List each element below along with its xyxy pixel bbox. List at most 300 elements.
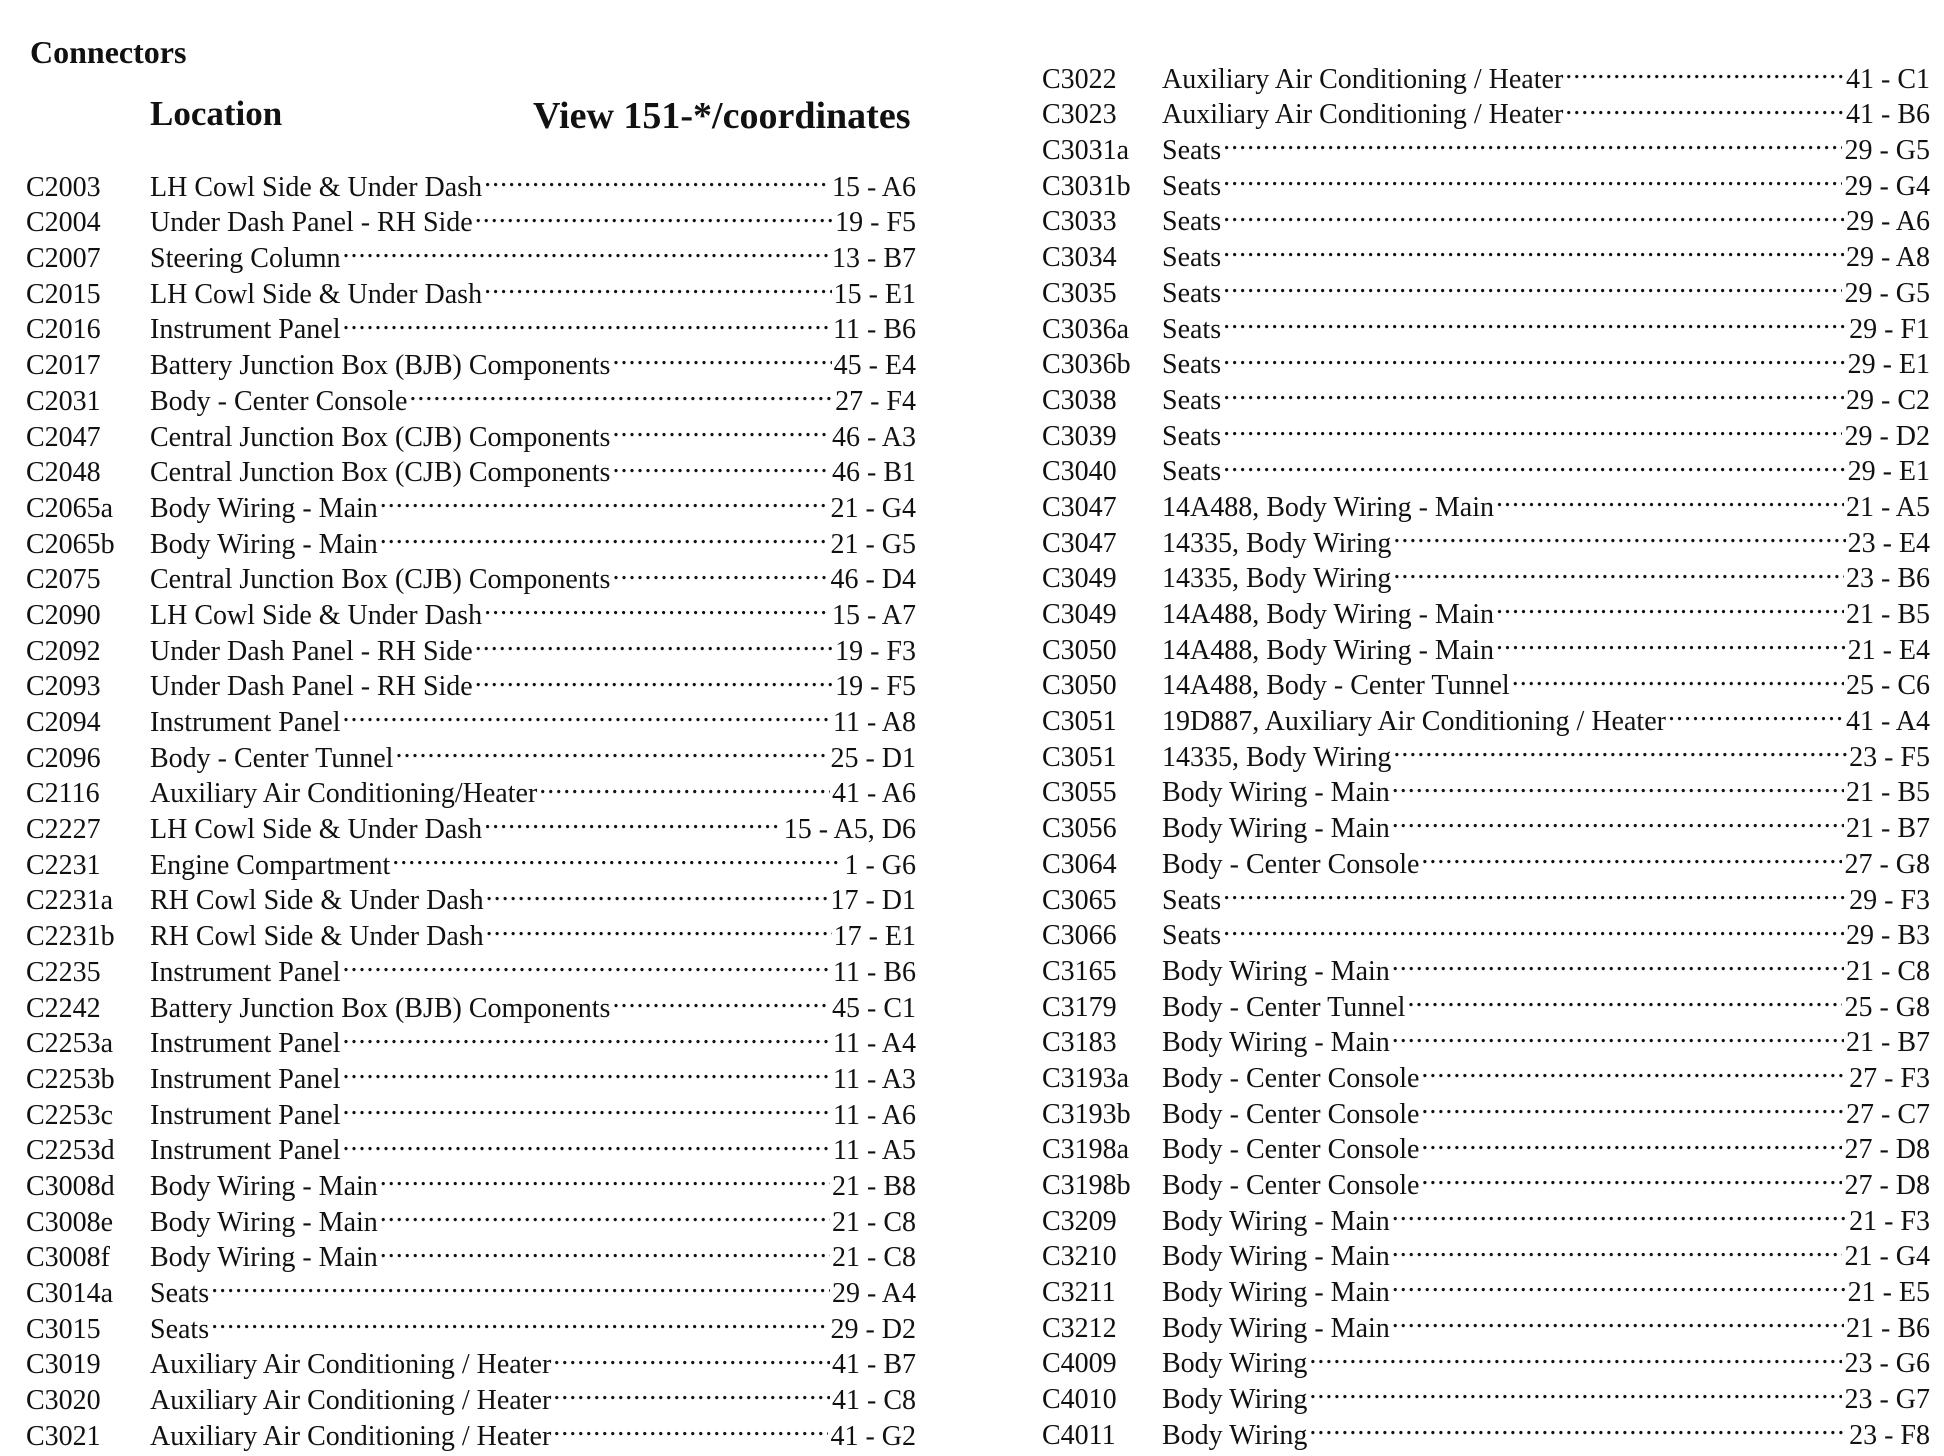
connector-location: Auxiliary Air Conditioning / Heater	[1162, 63, 1564, 95]
connector-location: Instrument Panel	[150, 314, 341, 346]
connector-location: Auxiliary Air Conditioning / Heater	[1162, 99, 1564, 131]
connector-location: 14A488, Body Wiring - Main	[1162, 634, 1495, 666]
dot-leader	[612, 410, 830, 446]
dot-leader	[343, 1088, 832, 1124]
connector-location: Instrument Panel	[150, 1135, 341, 1167]
dot-leader	[1392, 1265, 1846, 1301]
dot-leader	[484, 802, 782, 838]
dot-leader	[553, 1409, 828, 1445]
connector-location: Body Wiring - Main	[1162, 813, 1390, 845]
connector-view-reference: 17 - E1	[833, 921, 916, 953]
connector-location: Auxiliary Air Conditioning/Heater	[150, 778, 538, 810]
connector-code: C3183	[1042, 1027, 1117, 1059]
dot-leader	[1407, 980, 1842, 1016]
connector-view-reference: 23 - G6	[1844, 1348, 1930, 1380]
dot-leader	[1223, 302, 1847, 338]
connector-view-reference: 27 - G8	[1844, 848, 1930, 880]
connector-code: C2065b	[26, 528, 115, 560]
dot-leader	[1392, 1194, 1847, 1230]
connector-code: C3210	[1042, 1241, 1117, 1273]
connector-code: C3179	[1042, 991, 1117, 1023]
connector-location: Body - Center Tunnel	[1162, 991, 1406, 1023]
connector-view-reference: 29 - B3	[1846, 920, 1930, 952]
connector-code: C3211	[1042, 1277, 1116, 1309]
connector-code: C3198b	[1042, 1170, 1131, 1201]
connector-code: C2116	[26, 778, 100, 810]
connector-code: C2231a	[26, 885, 114, 917]
connector-row	[1042, 52, 1930, 95]
dot-leader	[475, 660, 833, 696]
connector-code: C3008e	[26, 1206, 114, 1238]
connector-location: 14335, Body Wiring	[1162, 527, 1392, 559]
connector-location: Engine Compartment	[150, 849, 391, 881]
connector-view-reference: 45 - E4	[833, 350, 916, 382]
connector-view-reference: 11 - A8	[833, 707, 916, 738]
connector-view-reference: 27 - C7	[1846, 1098, 1930, 1130]
connector-location: Central Junction Box (CJB) Components	[150, 564, 611, 596]
connector-location: Seats	[1162, 206, 1222, 238]
connector-code: C3022	[1042, 63, 1117, 95]
connector-view-reference: 29 - F1	[1849, 313, 1930, 345]
connector-location: Under Dash Panel - RH Side	[150, 635, 473, 667]
connector-view-reference: 29 - A4	[832, 1278, 916, 1309]
connector-code: C3019	[26, 1349, 101, 1381]
connector-location: Body - Center Console	[1162, 1170, 1420, 1201]
dot-leader	[1392, 1230, 1843, 1266]
connector-code: C3198a	[1042, 1134, 1130, 1166]
connector-location: Battery Junction Box (BJB) Components	[150, 992, 611, 1024]
dot-leader	[1223, 195, 1844, 231]
connector-code: C3035	[1042, 277, 1117, 309]
connector-location: Body Wiring - Main	[1162, 1277, 1390, 1309]
connector-view-reference: 23 - E4	[1847, 527, 1930, 559]
connector-view-reference: 29 - A6	[1846, 206, 1930, 238]
connector-location: Body - Center Console	[1162, 1134, 1420, 1166]
connector-location: Battery Junction Box (BJB) Components	[150, 350, 611, 382]
connector-view-reference: 13 - B7	[832, 243, 916, 275]
connector-location: Body Wiring - Main	[150, 1242, 378, 1274]
connector-view-reference: 29 - G5	[1844, 277, 1930, 309]
connector-location: Body - Center Console	[1162, 1098, 1420, 1130]
dot-leader	[1393, 730, 1847, 766]
dot-leader	[211, 1266, 830, 1302]
connector-view-reference: 1 - G6	[844, 849, 916, 881]
connector-code: C2016	[26, 314, 101, 346]
connector-location: Seats	[150, 1313, 210, 1345]
connector-code: C3047	[1042, 527, 1117, 559]
location-column-header: Location	[150, 94, 283, 133]
dot-leader	[1392, 944, 1844, 980]
connector-code: C3038	[1042, 384, 1117, 416]
connector-code: C3023	[1042, 99, 1117, 131]
connector-location: Body Wiring	[1162, 1419, 1308, 1451]
connector-view-reference: 21 - G4	[1844, 1241, 1930, 1273]
connector-location: 19D887, Auxiliary Air Conditioning / Heater	[1162, 706, 1666, 738]
connector-view-reference: 21 - C8	[832, 1206, 916, 1238]
connector-location: Seats	[1162, 135, 1222, 167]
dot-leader	[475, 624, 833, 660]
connector-code: C3036b	[1042, 349, 1131, 381]
connector-code: C4011	[1042, 1419, 1116, 1451]
connector-code: C2227	[26, 814, 101, 846]
connector-code: C2003	[26, 171, 101, 203]
dot-leader	[539, 767, 830, 803]
connector-location: Seats	[1162, 170, 1222, 202]
connector-location: Central Junction Box (CJB) Components	[150, 421, 611, 453]
connector-location: Instrument Panel	[150, 707, 341, 738]
connector-code: C2253a	[26, 1028, 114, 1060]
connector-location: Body - Center Tunnel	[150, 742, 394, 774]
connector-code: C3020	[26, 1385, 101, 1417]
connector-view-reference: 27 - F4	[835, 385, 916, 417]
connector-code: C3193b	[1042, 1098, 1131, 1130]
dot-leader	[1668, 694, 1844, 730]
connector-view-reference: 29 - D2	[1844, 420, 1930, 452]
dot-leader	[475, 196, 833, 232]
connector-view-reference: 11 - B6	[833, 314, 916, 346]
dot-leader	[343, 303, 832, 339]
dot-leader	[1309, 1337, 1842, 1373]
connector-view-reference: 29 - D2	[830, 1313, 916, 1345]
connector-location: RH Cowl Side & Under Dash	[150, 885, 484, 917]
connector-view-reference: 15 - A7	[832, 599, 916, 631]
connector-view-reference: 21 - C8	[1846, 955, 1930, 987]
connector-code: C3209	[1042, 1205, 1117, 1237]
connector-view-reference: 46 - D4	[830, 564, 916, 596]
connector-view-reference: 41 - B7	[832, 1349, 916, 1381]
dot-leader	[343, 1124, 832, 1160]
connector-location: Seats	[1162, 242, 1222, 274]
connector-view-reference: 21 - E4	[1847, 634, 1930, 666]
connector-view-reference: 23 - B6	[1846, 563, 1930, 595]
connector-view-reference: 41 - B6	[1846, 99, 1930, 131]
connector-location: Body Wiring - Main	[1162, 777, 1390, 809]
connector-view-reference: 27 - D8	[1844, 1134, 1930, 1166]
connector-location: RH Cowl Side & Under Dash	[150, 921, 484, 953]
connector-view-reference: 23 - G7	[1844, 1384, 1930, 1416]
dot-leader	[380, 1231, 830, 1267]
connector-location: Seats	[1162, 456, 1222, 488]
connector-location: LH Cowl Side & Under Dash	[150, 171, 483, 203]
connector-location: LH Cowl Side & Under Dash	[150, 814, 483, 846]
dot-leader	[486, 874, 829, 910]
connector-view-reference: 27 - F3	[1849, 1062, 1930, 1094]
connector-view-reference: 15 - A5, D6	[783, 814, 916, 846]
connector-view-reference: 41 - C1	[1846, 63, 1930, 95]
dot-leader	[1393, 552, 1844, 588]
connector-location: Seats	[1162, 420, 1222, 452]
connector-view-reference: 21 - B7	[1846, 813, 1930, 845]
connector-code: C2253b	[26, 1063, 115, 1095]
connector-view-reference: 41 - A4	[1846, 706, 1930, 738]
connector-code: C2047	[26, 421, 101, 453]
connector-view-reference: 46 - B1	[832, 457, 916, 489]
connector-code: C3056	[1042, 813, 1117, 845]
dot-leader	[211, 1302, 828, 1338]
connector-view-reference: 21 - G5	[830, 528, 916, 560]
connector-code: C2231b	[26, 921, 115, 953]
connector-view-reference: 17 - D1	[830, 885, 916, 917]
connector-location: Steering Column	[150, 243, 341, 275]
connector-location: Body Wiring	[1162, 1384, 1308, 1416]
connector-view-reference: 29 - G4	[1844, 170, 1930, 202]
dot-leader	[612, 981, 830, 1017]
connector-view-reference: 21 - B7	[1846, 1027, 1930, 1059]
connector-code: C2231	[26, 849, 101, 881]
connector-location: Body Wiring - Main	[1162, 1205, 1390, 1237]
connector-view-reference: 21 - E5	[1847, 1277, 1930, 1309]
connector-code: C3008d	[26, 1170, 115, 1202]
connector-location: Instrument Panel	[150, 1063, 341, 1095]
dot-leader	[553, 1338, 830, 1374]
connector-view-reference: 21 - G4	[830, 492, 916, 524]
dot-leader	[1223, 123, 1842, 159]
connector-location: Auxiliary Air Conditioning / Heater	[150, 1385, 552, 1417]
connector-code: C3212	[1042, 1312, 1117, 1344]
page-title: Connectors	[30, 34, 187, 70]
dot-leader	[1223, 409, 1842, 445]
connector-code: C3021	[26, 1420, 101, 1452]
dot-leader	[1496, 623, 1846, 659]
connector-location: Body Wiring - Main	[150, 1206, 378, 1238]
connector-code: C3049	[1042, 599, 1117, 630]
connector-code: C3047	[1042, 491, 1117, 523]
dot-leader	[343, 695, 832, 731]
connector-code: C2092	[26, 635, 101, 667]
dot-leader	[1393, 516, 1845, 552]
connector-view-reference: 11 - B6	[833, 956, 916, 988]
connector-location: 14A488, Body Wiring - Main	[1162, 599, 1495, 630]
dot-leader	[380, 481, 829, 517]
dot-leader	[1421, 1123, 1842, 1159]
connector-location: Seats	[150, 1278, 210, 1309]
connector-location: Body Wiring - Main	[1162, 1312, 1390, 1344]
connector-code: C3064	[1042, 848, 1117, 880]
dot-leader	[553, 1373, 830, 1409]
connector-location: Body Wiring - Main	[150, 492, 378, 524]
connector-code: C3050	[1042, 634, 1117, 666]
connector-code: C2242	[26, 992, 101, 1024]
dot-leader	[1496, 587, 1844, 623]
dot-leader	[612, 553, 828, 589]
dot-leader	[343, 231, 830, 267]
connector-code: C2235	[26, 956, 101, 988]
connector-code: C3051	[1042, 706, 1117, 738]
connector-view-reference: 15 - A6	[832, 171, 916, 203]
connector-code: C2065a	[26, 492, 114, 524]
connector-location: Auxiliary Air Conditioning / Heater	[150, 1349, 552, 1381]
connector-code: C2031	[26, 385, 101, 417]
connector-view-reference: 46 - A3	[832, 421, 916, 453]
connector-location: Seats	[1162, 384, 1222, 416]
connector-view-reference: 29 - E1	[1847, 456, 1930, 488]
connector-code: C2007	[26, 243, 101, 275]
connector-view-reference: 27 - D8	[1844, 1170, 1930, 1201]
connector-view-reference: 11 - A5	[833, 1135, 916, 1167]
dot-leader	[380, 1159, 830, 1195]
dot-leader	[612, 446, 830, 482]
connector-code: C4010	[1042, 1384, 1117, 1416]
connector-code: C3193a	[1042, 1062, 1130, 1094]
connector-code: C4009	[1042, 1348, 1117, 1380]
dot-leader	[1421, 1051, 1847, 1087]
connector-code: C2253d	[26, 1135, 115, 1167]
dot-leader	[1223, 266, 1842, 302]
connector-location: Body Wiring - Main	[1162, 1241, 1390, 1273]
connector-view-reference: 25 - D1	[830, 742, 916, 774]
connector-view-reference: 21 - A5	[1846, 491, 1930, 523]
connector-view-reference: 29 - A8	[1846, 242, 1930, 274]
connector-code: C3031b	[1042, 170, 1131, 202]
connector-view-reference: 11 - A4	[833, 1028, 916, 1060]
connector-location: Seats	[1162, 884, 1222, 916]
dot-leader	[380, 517, 829, 553]
connector-code: C3050	[1042, 670, 1117, 702]
connector-code: C2096	[26, 742, 101, 774]
dot-leader	[484, 267, 831, 303]
dot-leader	[612, 338, 831, 374]
connector-view-reference: 41 - C8	[832, 1385, 916, 1417]
connector-view-reference: 23 - F8	[1849, 1419, 1930, 1451]
connector-location: Auxiliary Air Conditioning / Heater	[150, 1420, 552, 1452]
connector-code: C2253c	[26, 1099, 114, 1131]
connector-location: 14A488, Body Wiring - Main	[1162, 491, 1495, 523]
connector-view-reference: 19 - F3	[835, 635, 916, 667]
dot-leader	[1421, 837, 1842, 873]
connector-code: C2048	[26, 457, 101, 489]
connector-view-reference: 21 - F3	[1849, 1205, 1930, 1237]
dot-leader	[1496, 480, 1844, 516]
connector-view-reference: 11 - A6	[833, 1099, 916, 1131]
connector-row	[26, 160, 916, 203]
connector-code: C2075	[26, 564, 101, 596]
connector-view-reference: 29 - G5	[1844, 135, 1930, 167]
connector-view-reference: 11 - A3	[833, 1063, 916, 1095]
connector-location: Body Wiring - Main	[1162, 1027, 1390, 1059]
connector-code: C3055	[1042, 777, 1117, 809]
connector-location: Seats	[1162, 349, 1222, 381]
dot-leader	[380, 1195, 830, 1231]
dot-leader	[1421, 1087, 1844, 1123]
dot-leader	[1392, 1301, 1844, 1337]
connector-view-reference: 29 - E1	[1847, 349, 1930, 381]
connector-location: Body - Center Console	[150, 385, 408, 417]
connector-code: C3031a	[1042, 135, 1130, 167]
connector-code: C3034	[1042, 242, 1117, 274]
dot-leader	[1223, 909, 1844, 945]
dot-leader	[1223, 373, 1844, 409]
connector-location: Central Junction Box (CJB) Components	[150, 457, 611, 489]
connector-view-reference: 21 - B5	[1846, 599, 1930, 630]
dot-leader	[1392, 1016, 1844, 1052]
connector-location: Body Wiring - Main	[1162, 955, 1390, 987]
connector-view-reference: 21 - B8	[832, 1170, 916, 1202]
connector-view-reference: 41 - A6	[832, 778, 916, 810]
connector-location: Body - Center Console	[1162, 1062, 1420, 1094]
connector-location: Body Wiring - Main	[150, 528, 378, 560]
connector-location: Under Dash Panel - RH Side	[150, 207, 473, 239]
connector-code: C3015	[26, 1313, 101, 1345]
connector-view-reference: 29 - C2	[1846, 384, 1930, 416]
connector-code: C2090	[26, 599, 101, 631]
connector-view-reference: 23 - F5	[1849, 741, 1930, 773]
connector-code: C3036a	[1042, 313, 1130, 345]
connector-view-reference: 25 - C6	[1846, 670, 1930, 702]
connector-list-right	[1042, 52, 1930, 1451]
dot-leader	[1223, 159, 1842, 195]
connector-location: Body Wiring	[1162, 1348, 1308, 1380]
dot-leader	[343, 1017, 832, 1053]
connector-view-reference: 19 - F5	[835, 671, 916, 703]
connector-code: C2015	[26, 278, 101, 310]
connector-location: Under Dash Panel - RH Side	[150, 671, 473, 703]
connector-view-reference: 45 - C1	[832, 992, 916, 1024]
dot-leader	[392, 838, 842, 874]
connector-view-reference: 29 - F3	[1849, 884, 1930, 916]
dot-leader	[484, 160, 830, 196]
connector-list-left	[26, 160, 916, 1452]
view-column-header: View 151-*/coordinates	[533, 95, 911, 137]
connector-code: C3008f	[26, 1242, 110, 1274]
connector-location: LH Cowl Side & Under Dash	[150, 278, 483, 310]
dot-leader	[409, 374, 833, 410]
dot-leader	[1392, 801, 1844, 837]
dot-leader	[343, 945, 832, 981]
connector-view-reference: 21 - B5	[1846, 777, 1930, 809]
connector-location: Instrument Panel	[150, 1099, 341, 1131]
connector-code: C3049	[1042, 563, 1117, 595]
connector-location: Instrument Panel	[150, 956, 341, 988]
connector-code: C3066	[1042, 920, 1117, 952]
connector-view-reference: 21 - C8	[832, 1242, 916, 1274]
dot-leader	[1392, 766, 1844, 802]
dot-leader	[1223, 338, 1845, 374]
connector-location: 14335, Body Wiring	[1162, 563, 1392, 595]
connector-code: C3014a	[26, 1278, 114, 1309]
dot-leader	[1223, 230, 1844, 266]
dot-leader	[1309, 1408, 1847, 1444]
connector-location: LH Cowl Side & Under Dash	[150, 599, 483, 631]
dot-leader	[395, 731, 828, 767]
connector-location: Body - Center Console	[1162, 848, 1420, 880]
connector-code: C2094	[26, 707, 101, 738]
connector-code: C3039	[1042, 420, 1117, 452]
connector-location: 14A488, Body - Center Tunnel	[1162, 670, 1510, 702]
dot-leader	[1565, 88, 1844, 124]
dot-leader	[484, 588, 830, 624]
connector-view-reference: 15 - E1	[833, 278, 916, 310]
dot-leader	[343, 1052, 832, 1088]
dot-leader	[1512, 659, 1844, 695]
connector-location: Seats	[1162, 313, 1222, 345]
connector-code: C2004	[26, 207, 101, 239]
connector-view-reference: 25 - G8	[1844, 991, 1930, 1023]
connector-code: C3051	[1042, 741, 1117, 773]
connector-code: C3065	[1042, 884, 1117, 916]
connector-view-reference: 41 - G2	[830, 1420, 916, 1452]
connector-location: Seats	[1162, 277, 1222, 309]
dot-leader	[1309, 1372, 1842, 1408]
connector-location: Seats	[1162, 920, 1222, 952]
connector-code: C3165	[1042, 955, 1117, 987]
connector-location: Instrument Panel	[150, 1028, 341, 1060]
connector-code: C2093	[26, 671, 101, 703]
connector-location: Body Wiring - Main	[150, 1170, 378, 1202]
connector-location: 14335, Body Wiring	[1162, 741, 1392, 773]
dot-leader	[1565, 52, 1844, 88]
connector-code: C3033	[1042, 206, 1117, 238]
dot-leader	[1223, 445, 1845, 481]
